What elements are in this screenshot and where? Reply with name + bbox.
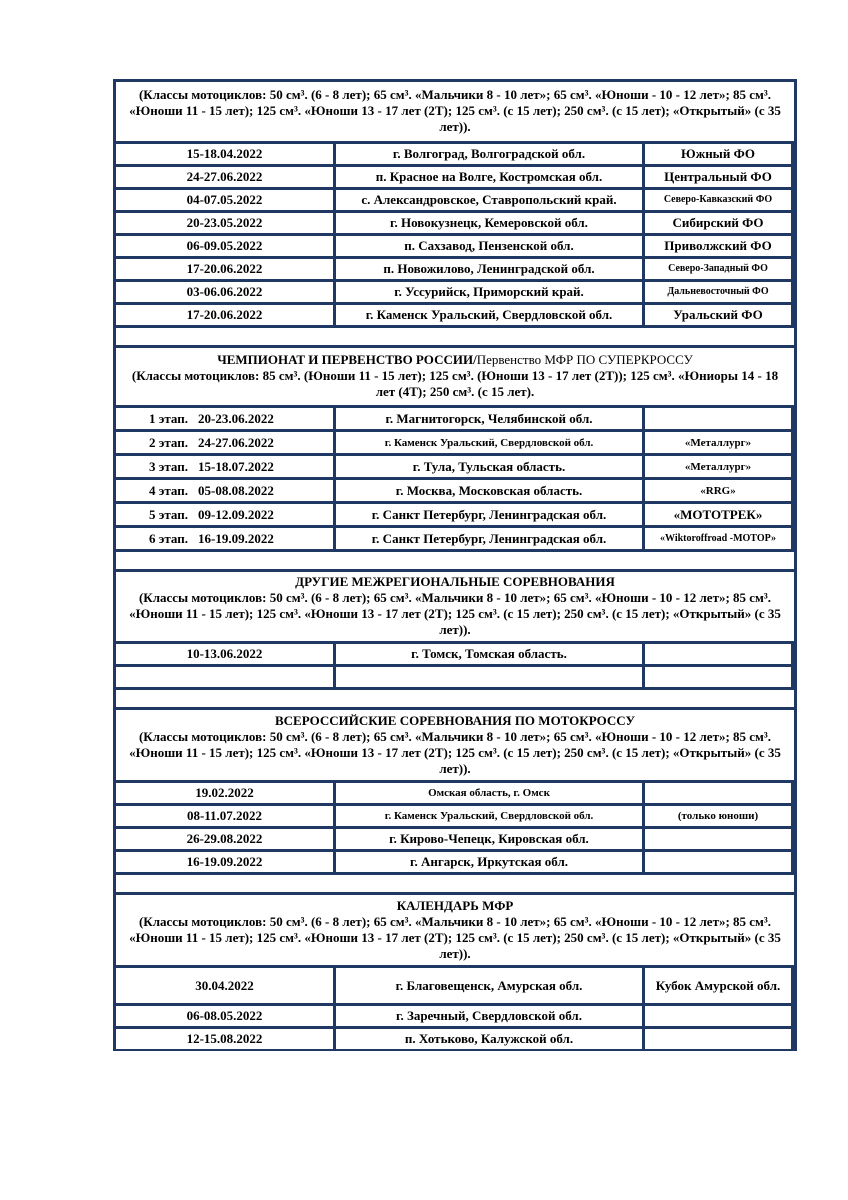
place-cell: г. Санкт Петербург, Ленинградская обл.	[336, 528, 642, 549]
date-cell: 17-20.06.2022	[116, 305, 333, 325]
place-cell: п. Новожилово, Ленинградской обл.	[336, 259, 642, 279]
note-cell: (только юноши)	[645, 806, 791, 826]
date-cell: 17-20.06.2022	[116, 259, 333, 279]
place-cell: г. Ангарск, Иркутская обл.	[336, 852, 642, 872]
table-row	[116, 644, 794, 664]
empty-cell	[116, 875, 794, 892]
note-cell	[645, 644, 791, 664]
table-row	[116, 305, 794, 325]
date-cell: 26-29.08.2022	[116, 829, 333, 849]
stage-date-cell: 4 этап. 05-08.08.2022	[116, 480, 333, 501]
place-cell: г. Каменск Уральский, Свердловской обл.	[336, 305, 642, 325]
date-cell: 24-27.06.2022	[116, 167, 333, 187]
place-cell: г. Новокузнецк, Кемеровской обл.	[336, 213, 642, 233]
stage-date-cell: 6 этап. 16-19.09.2022	[116, 528, 333, 549]
date-cell: 04-07.05.2022	[116, 190, 333, 210]
section-header	[116, 895, 794, 965]
note-cell	[645, 1029, 791, 1049]
calendar-table	[113, 79, 797, 1051]
section-title: ВСЕРОССИЙСКИЕ СОРЕВНОВАНИЯ ПО МОТОКРОССУ	[275, 712, 635, 728]
table-row	[116, 968, 794, 1003]
date-cell: 10-13.06.2022	[116, 644, 333, 664]
table-row	[116, 480, 794, 501]
date-cell: 12-15.08.2022	[116, 1029, 333, 1049]
classes-text: (Классы мотоциклов: 50 см³. (6 - 8 лет); 65 см³. «Мальчики 8 - 10 лет»; 65 см³. «Юноши - 10 - 12 лет»; 85 см³. «Юноши 11 - 15 лет); 125 см³. «Юноши 13 - 17 лет (2Т); 125 см³. (с 15 лет); 250 см³. (с 15 лет); «Открытый» (с 35 лет)).	[129, 913, 781, 961]
section-title: ЧЕМПИОНАТ И ПЕРВЕНСТВО РОССИИ/Первенство МФР ПО СУПЕРКРОССУ	[217, 352, 693, 367]
place-cell: п. Красное на Волге, Костромская обл.	[336, 167, 642, 187]
note-cell	[645, 667, 791, 687]
section-title: КАЛЕНДАРЬ МФР	[396, 897, 514, 913]
table-row	[116, 282, 794, 302]
table-row	[116, 190, 794, 210]
section-heading	[116, 895, 794, 965]
date-cell: 06-08.05.2022	[116, 1006, 333, 1026]
spacer-row	[116, 875, 794, 892]
section-heading	[116, 572, 794, 641]
table-row	[116, 806, 794, 826]
note-cell: Сибирский ФО	[645, 213, 791, 233]
table-row	[116, 259, 794, 279]
place-cell: г. Каменск Уральский, Свердловской обл.	[336, 432, 642, 453]
note-cell	[645, 783, 791, 803]
note-cell	[645, 1006, 791, 1026]
table-row	[116, 144, 794, 164]
place-cell: п. Хотьково, Калужской обл.	[336, 1029, 642, 1049]
place-cell: г. Волгоград, Волгоградской обл.	[336, 144, 642, 164]
table-row	[116, 852, 794, 872]
section-heading	[116, 710, 794, 780]
place-cell: г. Кирово-Чепецк, Кировская обл.	[336, 829, 642, 849]
note-cell: Южный ФО	[645, 144, 791, 164]
place-cell: г. Уссурийск, Приморский край.	[336, 282, 642, 302]
stage-date-cell: 2 этап. 24-27.06.2022	[116, 432, 333, 453]
section-header	[116, 348, 794, 405]
spacer-row	[116, 690, 794, 707]
place-cell: г. Заречный, Свердловской обл.	[336, 1006, 642, 1026]
stage-date-cell: 1 этап. 20-23.06.2022	[116, 408, 333, 429]
place-cell: г. Томск, Томская область.	[336, 644, 642, 664]
table-row	[116, 667, 794, 687]
note-cell: Центральный ФО	[645, 167, 791, 187]
note-cell: Дальневосточный ФО	[645, 282, 791, 302]
classes-text: (Классы мотоциклов: 50 см³. (6 - 8 лет); 65 см³. «Мальчики 8 - 10 лет»; 65 см³. «Юноши - 10 - 12 лет»; 85 см³. «Юноши 11 - 15 лет); 125 см³. «Юноши 13 - 17 лет (2Т); 125 см³. (с 15 лет); 250 см³. (с 15 лет); «Открытый» (с 35 лет)).	[129, 728, 781, 776]
date-cell: 06-09.05.2022	[116, 236, 333, 256]
empty-cell	[116, 690, 794, 707]
place-cell: г. Москва, Московская область.	[336, 480, 642, 501]
table-row	[116, 829, 794, 849]
note-cell: «Металлург»	[645, 432, 791, 453]
date-cell: 16-19.09.2022	[116, 852, 333, 872]
table-row	[116, 1006, 794, 1026]
table-row	[116, 432, 794, 453]
classes-text: (Классы мотоциклов: 85 см³. (Юноши 11 - 15 лет); 125 см³. (Юноши 13 - 17 лет (2Т)); 125 см³. «Юниоры 14 - 18 лет (4Т); 250 см³. (с 15 лет).	[131, 368, 779, 399]
note-cell: Северо-Кавказский ФО	[645, 190, 791, 210]
table-row	[116, 236, 794, 256]
note-cell: «Wiktoroffroad -МОТОР»	[645, 528, 791, 549]
note-cell	[645, 852, 791, 872]
stage-date-cell: 3 этап. 15-18.07.2022	[116, 456, 333, 477]
note-cell: «Металлург»	[645, 456, 791, 477]
date-cell: 20-23.05.2022	[116, 213, 333, 233]
place-cell: г. Благовещенск, Амурская обл.	[336, 968, 642, 1003]
date-cell: 08-11.07.2022	[116, 806, 333, 826]
place-cell: г. Санкт Петербург, Ленинградская обл.	[336, 504, 642, 525]
date-cell: 03-06.06.2022	[116, 282, 333, 302]
section-heading	[116, 348, 794, 405]
note-cell: «МОТОТРЕК»	[645, 504, 791, 525]
section-header	[116, 572, 794, 641]
place-cell: п. Сахзавод, Пензенской обл.	[336, 236, 642, 256]
table-row	[116, 1029, 794, 1049]
date-cell: 15-18.04.2022	[116, 144, 333, 164]
classes-text: (Классы мотоциклов: 50 см³. (6 - 8 лет); 65 см³. «Мальчики 8 - 10 лет»; 65 см³. «Юноши - 10 - 12 лет»; 85 см³. «Юноши 11 - 15 лет); 125 см³. «Юноши 13 - 17 лет (2Т); 125 см³. (с 15 лет); 250 см³. (с 15 лет); «Открытый» (с 35 лет)).	[116, 82, 794, 141]
place-cell: г. Каменск Уральский, Свердловской обл.	[336, 806, 642, 826]
note-cell	[645, 408, 791, 429]
note-cell: Уральский ФО	[645, 305, 791, 325]
section-title: ДРУГИЕ МЕЖРЕГИОНАЛЬНЫЕ СОРЕВНОВАНИЯ	[295, 574, 615, 589]
note-cell: Северо-Западный ФО	[645, 259, 791, 279]
classes-text: (Классы мотоциклов: 50 см³. (6 - 8 лет); 65 см³. «Мальчики 8 - 10 лет»; 65 см³. «Юноши - 10 - 12 лет»; 85 см³. «Юноши 11 - 15 лет); 125 см³. «Юноши 13 - 17 лет (2Т); 125 см³. (с 15 лет); 250 см³. (с 15 лет); «Открытый» (с 35 лет)).	[129, 590, 781, 637]
place-cell: г. Тула, Тульская область.	[336, 456, 642, 477]
note-cell: Кубок Амурской обл.	[645, 968, 791, 1003]
spacer-row	[116, 328, 794, 345]
place-cell: с. Александровское, Ставропольский край.	[336, 190, 642, 210]
date-cell	[116, 667, 333, 687]
table-row	[116, 167, 794, 187]
note-cell	[645, 829, 791, 849]
table-row	[116, 456, 794, 477]
section-header	[116, 710, 794, 780]
table-row	[116, 528, 794, 549]
place-cell: Омская область, г. Омск	[336, 783, 642, 803]
table-row	[116, 783, 794, 803]
stage-date-cell: 5 этап. 09-12.09.2022	[116, 504, 333, 525]
table-row	[116, 504, 794, 525]
empty-cell	[116, 328, 794, 345]
place-cell: г. Магнитогорск, Челябинской обл.	[336, 408, 642, 429]
section-header	[116, 82, 794, 141]
note-cell: Приволжский ФО	[645, 236, 791, 256]
spacer-row	[116, 552, 794, 569]
place-cell	[336, 667, 642, 687]
empty-cell	[116, 552, 794, 569]
table-row	[116, 213, 794, 233]
note-cell: «RRG»	[645, 480, 791, 501]
date-cell: 19.02.2022	[116, 783, 333, 803]
date-cell: 30.04.2022	[116, 968, 333, 1003]
table-row	[116, 408, 794, 429]
